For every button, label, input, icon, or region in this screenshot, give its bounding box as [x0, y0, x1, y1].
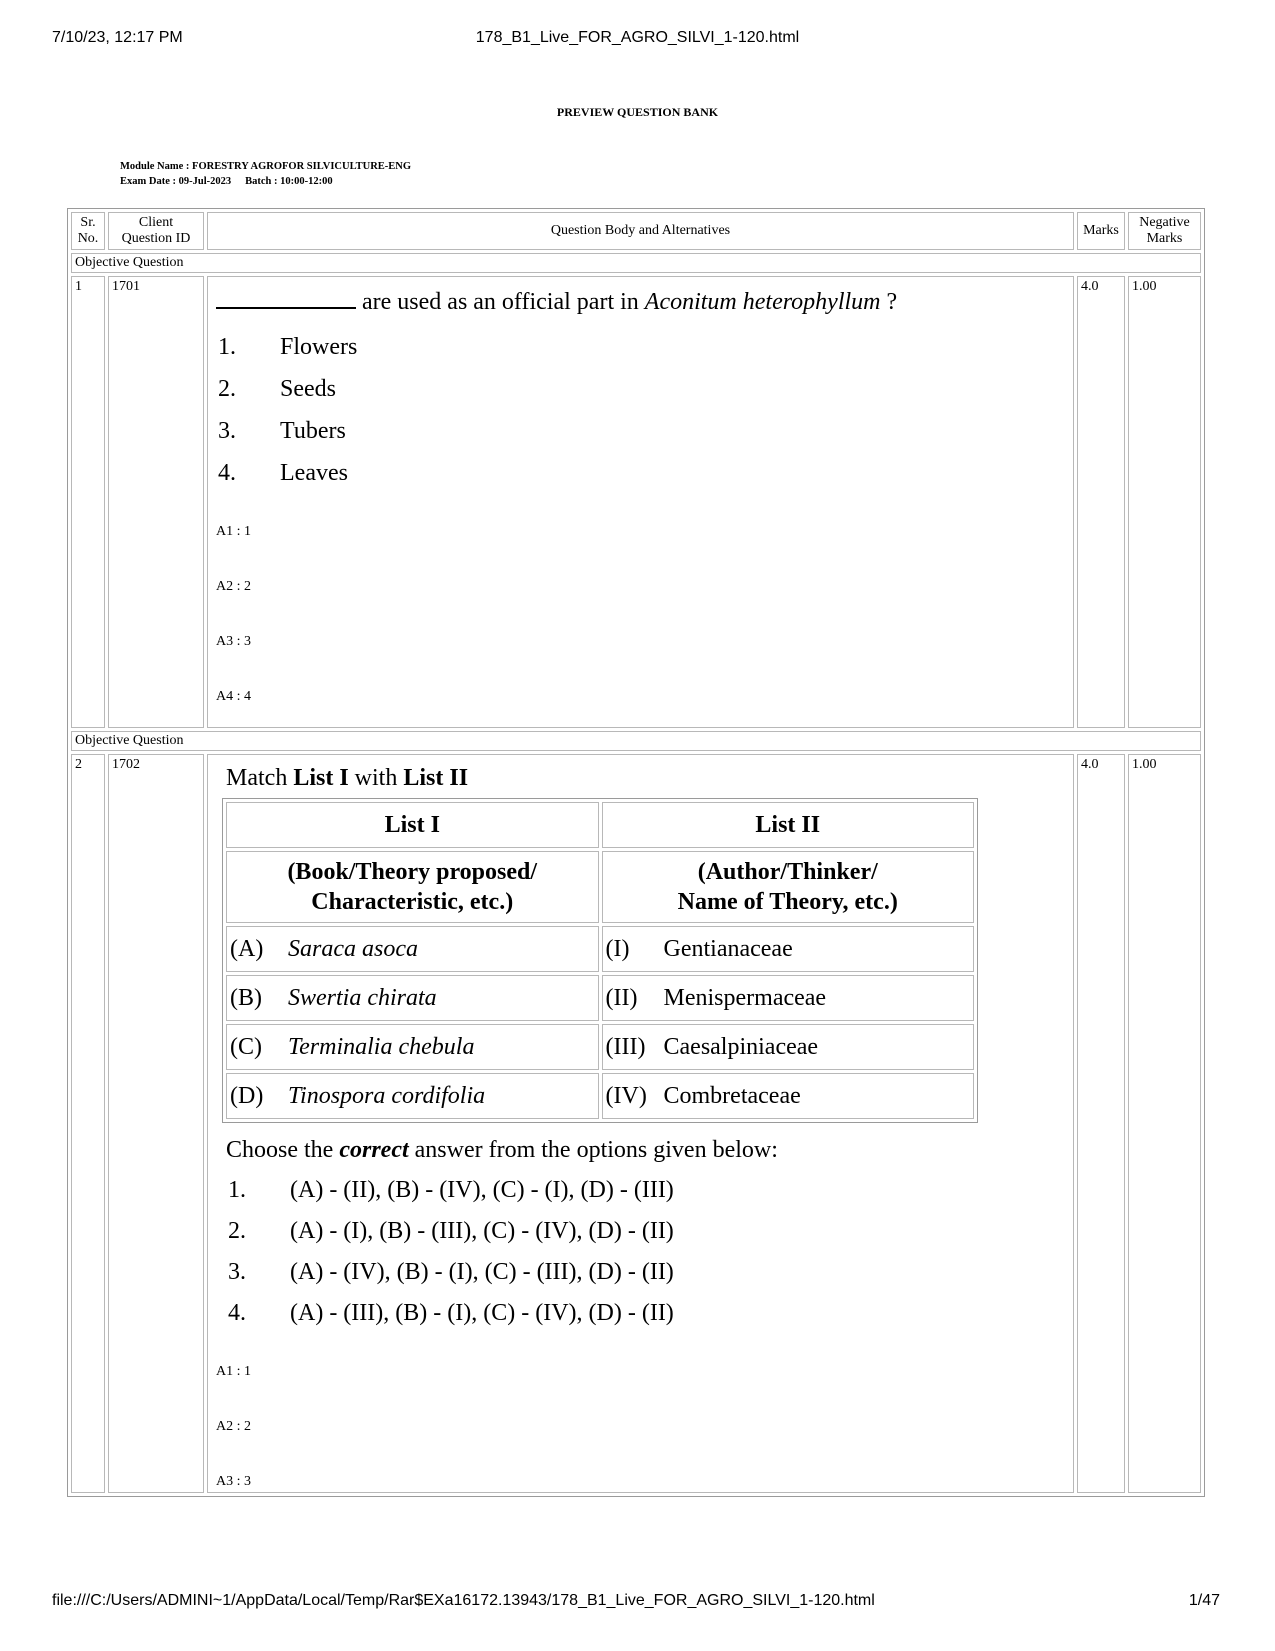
print-header — [0, 29, 1275, 51]
question-table — [67, 208, 1205, 1497]
match-row — [226, 926, 974, 972]
list1-item: (A) Saraca asoca — [226, 926, 599, 972]
option-item: 3. Tubers — [218, 418, 346, 444]
list2-subheader: (Author/Thinker/ Name of Theory, etc.) — [602, 851, 975, 923]
answer-key: A1 : 1 — [216, 524, 251, 539]
question-body — [207, 276, 1074, 728]
file-path: file:///C:/Users/ADMINI~1/AppData/Local/Temp/Rar$EXa16172.13943/178_B1_Live_FOR_AGRO_SILVI_1-120.html — [52, 1592, 875, 1609]
option-item: 2. (A) - (I), (B) - (III), (C) - (IV), (D) - (II) — [228, 1218, 674, 1244]
question-marks: 4.0 — [1077, 754, 1125, 1493]
question-marks: 4.0 — [1077, 276, 1125, 728]
col-negative-marks: Negative Marks — [1128, 212, 1201, 250]
question-stem: are used as an official part in Aconitum heterophyllum ? — [216, 287, 1070, 316]
question-row — [71, 754, 1201, 1493]
section-label: Objective Question — [71, 253, 1201, 273]
exam-meta — [120, 159, 411, 189]
options-list — [216, 1170, 1070, 1334]
question-negative-marks: 1.00 — [1128, 276, 1201, 728]
list1-item: (C) Terminalia chebula — [226, 1024, 599, 1070]
list1-item: (D) Tinospora cordifolia — [226, 1073, 599, 1119]
question-sr: 1 — [71, 276, 105, 728]
col-client-question-id: Client Question ID — [108, 212, 204, 250]
answer-key: A1 : 1 — [216, 1364, 251, 1379]
module-name: Module Name : FORESTRY AGROFOR SILVICULTURE-ENG — [120, 161, 412, 172]
question-negative-marks: 1.00 — [1128, 754, 1201, 1493]
match-instruction: Match List I with List II — [226, 765, 469, 791]
answer-key: A2 : 2 — [216, 579, 251, 594]
print-footer — [0, 1592, 1275, 1614]
section-row — [71, 253, 1201, 273]
col-marks: Marks — [1077, 212, 1125, 250]
section-label: Objective Question — [71, 731, 1201, 751]
options-list — [216, 326, 1070, 494]
section-row — [71, 731, 1201, 751]
question-body — [207, 754, 1074, 1493]
col-sr-no: Sr. No. — [71, 212, 105, 250]
answer-key: A3 : 3 — [216, 634, 251, 649]
col-question-body: Question Body and Alternatives — [207, 212, 1074, 250]
answer-key: A3 : 3 — [216, 1474, 251, 1489]
choose-instruction: Choose the correct answer from the options given below: — [226, 1137, 778, 1163]
list2-item: (II) Menispermaceae — [602, 975, 975, 1021]
option-item: 1. Flowers — [218, 334, 358, 360]
print-datetime: 7/10/23, 12:17 PM — [52, 29, 183, 46]
species-name: Aconitum heterophyllum — [644, 289, 881, 315]
page-number: 1/47 — [1188, 1592, 1220, 1609]
match-table — [222, 798, 978, 1123]
question-id: 1701 — [108, 276, 204, 728]
print-filename: 178_B1_Live_FOR_AGRO_SILVI_1-120.html — [475, 29, 800, 46]
list1-item: (B) Swertia chirata — [226, 975, 599, 1021]
table-header-row — [71, 212, 1201, 250]
match-row — [226, 1073, 974, 1119]
page-title: PREVIEW QUESTION BANK — [556, 105, 719, 119]
option-item: 2. Seeds — [218, 376, 336, 402]
batch-time: Batch : 10:00-12:00 — [245, 176, 333, 187]
match-row — [226, 975, 974, 1021]
answer-key: A2 : 2 — [216, 1419, 251, 1434]
list2-item: (III) Caesalpiniaceae — [602, 1024, 975, 1070]
fill-blank — [216, 287, 356, 309]
option-item: 3. (A) - (IV), (B) - (I), (C) - (III), (D) - (II) — [228, 1259, 674, 1285]
option-item: 4. Leaves — [218, 460, 348, 486]
answer-key: A4 : 4 — [216, 689, 251, 704]
list1-header: List I — [226, 802, 599, 848]
question-sr: 2 — [71, 754, 105, 1493]
match-row — [226, 1024, 974, 1070]
question-id: 1702 — [108, 754, 204, 1493]
list1-subheader: (Book/Theory proposed/ Characteristic, etc.) — [226, 851, 599, 923]
option-item: 1. (A) - (II), (B) - (IV), (C) - (I), (D) - (III) — [228, 1177, 674, 1203]
list2-item: (IV) Combretaceae — [602, 1073, 975, 1119]
option-item: 4. (A) - (III), (B) - (I), (C) - (IV), (D) - (II) — [228, 1300, 674, 1326]
exam-date: Exam Date : 09-Jul-2023 — [120, 176, 232, 187]
question-row — [71, 276, 1201, 728]
list2-header: List II — [602, 802, 975, 848]
list2-item: (I) Gentianaceae — [602, 926, 975, 972]
